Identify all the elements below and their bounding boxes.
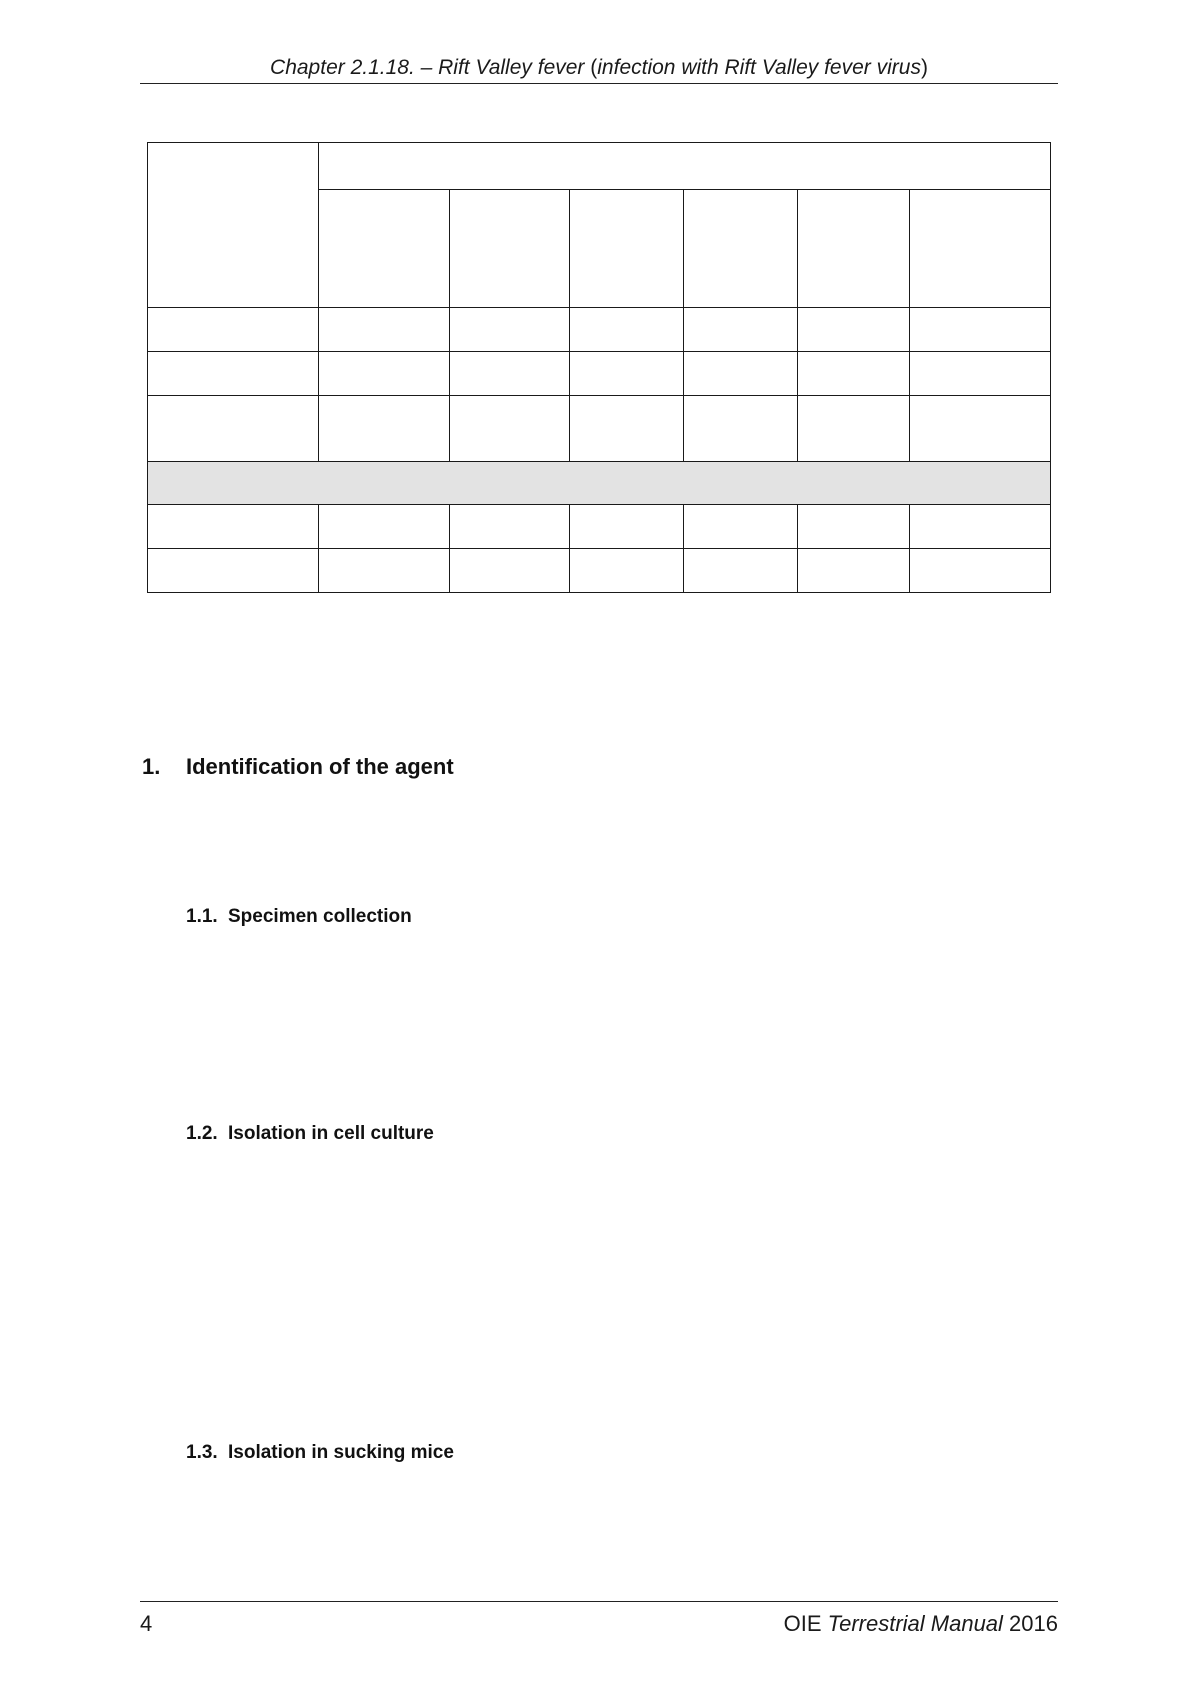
table-cell <box>570 396 684 462</box>
table-cell <box>570 190 684 308</box>
table-row <box>148 505 1051 549</box>
table-cell <box>148 549 319 593</box>
table-cell <box>684 396 798 462</box>
table-cell <box>798 549 910 593</box>
footer-title <box>784 1611 1058 1637</box>
section-title: Specimen collection <box>228 906 412 927</box>
table-cell <box>148 352 319 396</box>
table-row <box>148 396 1051 462</box>
header-chapter-suffix: infection with Rift Valley fever virus <box>597 56 921 79</box>
table-cell <box>798 308 910 352</box>
section-heading-1-2 <box>186 1123 434 1145</box>
table-cell <box>910 190 1051 308</box>
table-cell <box>570 352 684 396</box>
table-cell <box>450 352 570 396</box>
table-cell <box>450 396 570 462</box>
section-number: 1.3. <box>186 1442 218 1463</box>
header-paren-close: ) <box>920 56 928 79</box>
section-heading-1-1 <box>186 906 412 928</box>
table-cell <box>684 549 798 593</box>
table-cell <box>798 396 910 462</box>
table-cell <box>570 505 684 549</box>
footer-manual-title: Terrestrial Manual <box>827 1611 1003 1636</box>
table-cell <box>148 308 319 352</box>
table-cell <box>570 308 684 352</box>
running-header <box>140 56 1058 80</box>
page-number: 4 <box>140 1611 153 1636</box>
table-cell <box>148 143 319 308</box>
table-cell <box>319 352 450 396</box>
section-title: Identification of the agent <box>186 754 454 779</box>
section-title: Isolation in cell culture <box>228 1123 434 1144</box>
table-cell <box>910 549 1051 593</box>
table-row <box>148 352 1051 396</box>
table-cell <box>319 549 450 593</box>
table-cell <box>910 308 1051 352</box>
table-cell <box>910 352 1051 396</box>
table-row <box>148 308 1051 352</box>
section-heading-1 <box>142 754 454 780</box>
table-cell <box>798 505 910 549</box>
section-heading-1-3 <box>186 1442 454 1464</box>
table-cell <box>798 352 910 396</box>
table-cell <box>148 396 319 462</box>
test-methods-table <box>147 142 1051 593</box>
table-cell <box>910 505 1051 549</box>
table-cell <box>319 505 450 549</box>
table-cell <box>570 549 684 593</box>
table-row <box>148 549 1051 593</box>
table-cell <box>319 396 450 462</box>
table-row <box>148 143 1051 190</box>
header-rule <box>140 83 1058 84</box>
table-cell <box>450 505 570 549</box>
footer-publisher: OIE <box>783 1611 828 1636</box>
section-number: 1. <box>142 754 161 779</box>
table-cell <box>798 190 910 308</box>
table-cell <box>684 352 798 396</box>
section-number: 1.2. <box>186 1123 218 1144</box>
table-cell <box>684 190 798 308</box>
section-title: Isolation in sucking mice <box>228 1442 454 1463</box>
table-cell <box>148 462 1051 505</box>
table-cell <box>684 505 798 549</box>
table-cell <box>450 549 570 593</box>
header-paren-open: ( <box>590 56 598 79</box>
table-cell <box>910 396 1051 462</box>
table-cell <box>684 308 798 352</box>
table-cell <box>148 505 319 549</box>
table-cell <box>319 143 1051 190</box>
table-cell <box>450 190 570 308</box>
section-number: 1.1. <box>186 906 218 927</box>
footer-rule <box>140 1601 1058 1602</box>
table-cell <box>319 190 450 308</box>
table-cell <box>319 308 450 352</box>
header-chapter-prefix: Chapter 2.1.18. – Rift Valley fever <box>270 56 591 79</box>
footer-year: 2016 <box>1002 1611 1058 1636</box>
table-section-band <box>148 462 1051 505</box>
table-cell <box>450 308 570 352</box>
